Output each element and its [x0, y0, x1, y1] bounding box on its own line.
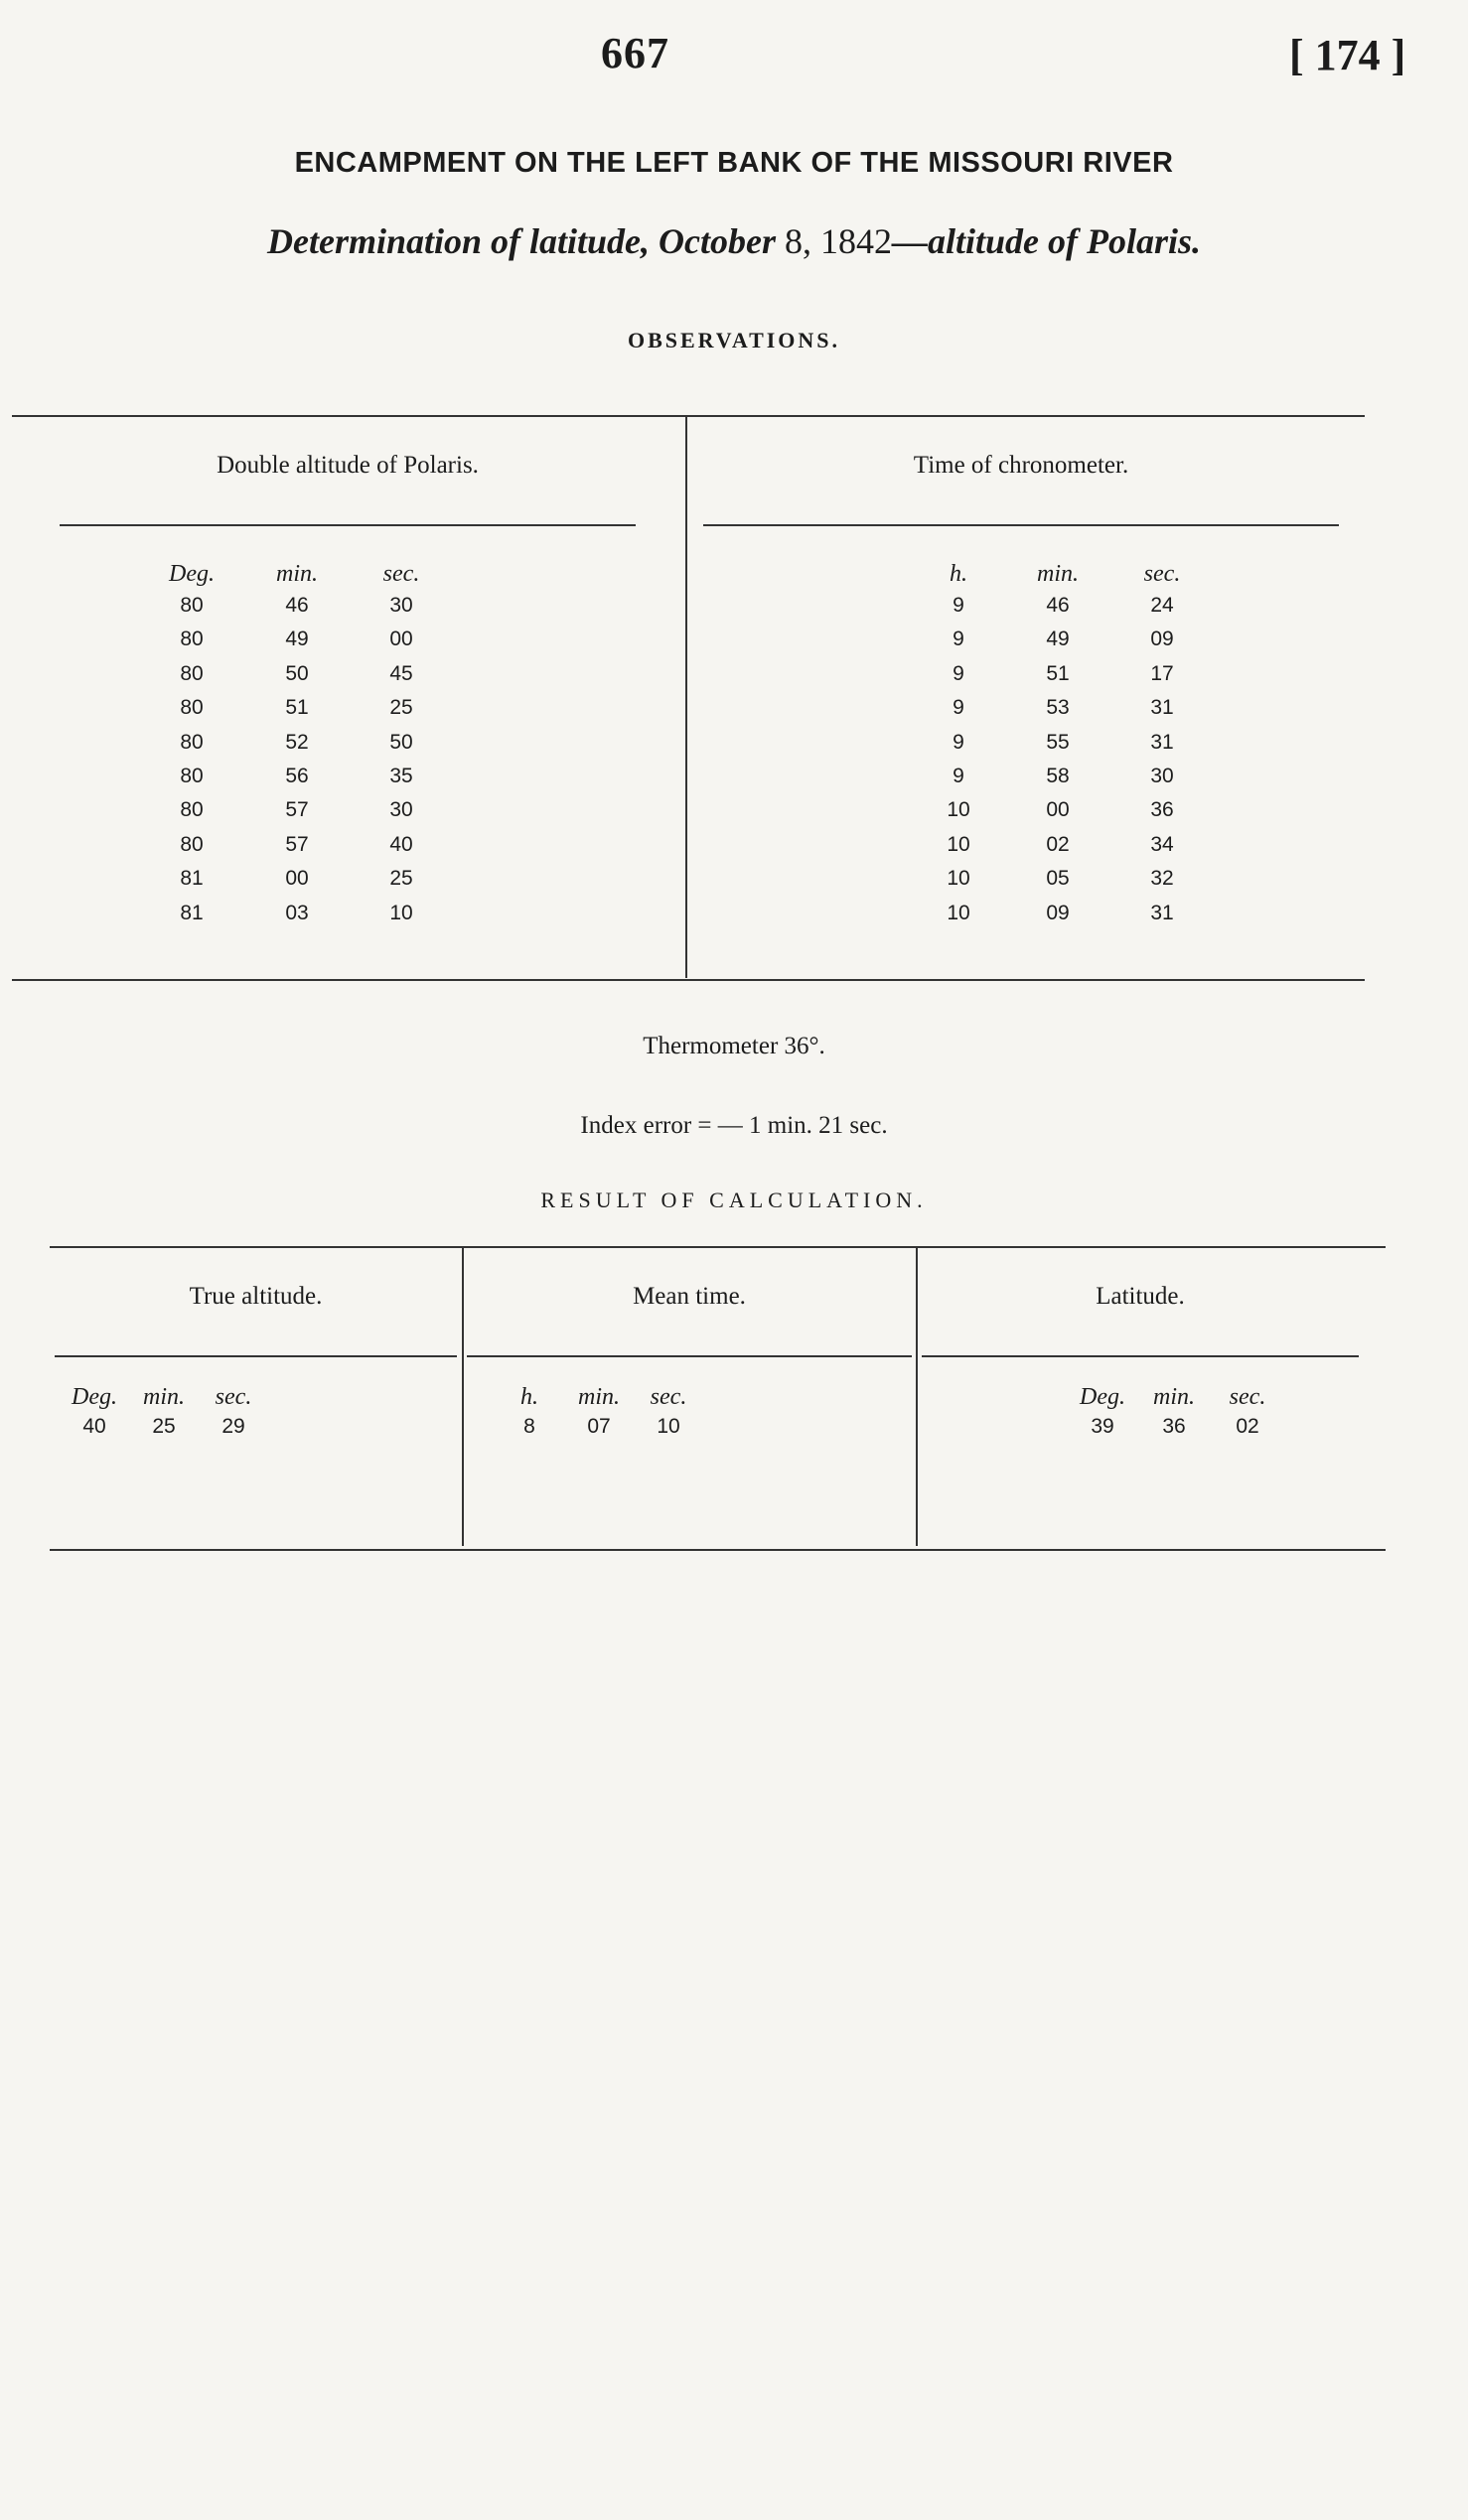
mean-time-min: 07 [587, 1415, 611, 1438]
cell-chron-sec: 32 [1150, 867, 1174, 891]
cell-deg: 80 [180, 594, 204, 617]
cell-deg: 80 [180, 832, 204, 856]
cell-sec: 45 [389, 661, 413, 685]
cell-chron-sec: 31 [1150, 730, 1174, 754]
cell-sec: 30 [389, 798, 413, 822]
cell-sec: 35 [389, 764, 413, 787]
cell-hour: 9 [953, 594, 964, 617]
table-row [0, 793, 1468, 827]
unit-sec: sec. [650, 1384, 687, 1410]
observation-rows [0, 589, 1468, 930]
mean-time-sec: 10 [657, 1415, 680, 1438]
cell-hour: 9 [953, 696, 964, 720]
cell-hour: 10 [947, 867, 970, 891]
cell-hour: 10 [947, 798, 970, 822]
cell-sec: 40 [389, 832, 413, 856]
cell-chron-sec: 30 [1150, 764, 1174, 787]
cell-chron-sec: 09 [1150, 628, 1174, 651]
cell-chron-sec: 17 [1150, 661, 1174, 685]
cell-hour: 10 [947, 832, 970, 856]
column-header-mean-time: Mean time. [633, 1283, 746, 1310]
cell-chron-min: 09 [1046, 901, 1070, 924]
cell-chron-sec: 31 [1150, 696, 1174, 720]
cell-chron-min: 49 [1046, 628, 1070, 651]
table-row [0, 897, 1468, 930]
cell-sec: 10 [389, 901, 413, 924]
unit-hour: h. [520, 1384, 538, 1410]
unit-sec: sec. [1229, 1384, 1266, 1410]
unit-deg: Deg. [1080, 1384, 1125, 1410]
result-divider-1 [462, 1248, 464, 1546]
unit-min: min. [578, 1384, 620, 1410]
cell-min: 57 [285, 798, 309, 822]
result-bottom-rule [50, 1549, 1386, 1551]
latitude-min: 36 [1162, 1415, 1186, 1438]
table-row [0, 657, 1468, 691]
cell-min: 51 [285, 696, 309, 720]
cell-min: 57 [285, 832, 309, 856]
cell-sec: 30 [389, 594, 413, 617]
result-header-rule-3 [922, 1355, 1359, 1357]
cell-chron-sec: 31 [1150, 901, 1174, 924]
cell-min: 56 [285, 764, 309, 787]
cell-chron-min: 46 [1046, 594, 1070, 617]
result-header-rule-2 [467, 1355, 912, 1357]
cell-chron-min: 55 [1046, 730, 1070, 754]
unit-min: min. [276, 561, 318, 587]
column-header-chronometer: Time of chronometer. [913, 452, 1129, 479]
table-top-rule [12, 415, 1365, 417]
unit-min: min. [1153, 1384, 1195, 1410]
result-top-rule [50, 1246, 1386, 1248]
cell-sec: 00 [389, 628, 413, 651]
cell-chron-min: 53 [1046, 696, 1070, 720]
latitude-deg: 39 [1091, 1415, 1114, 1438]
unit-deg: Deg. [72, 1384, 117, 1410]
cell-chron-min: 58 [1046, 764, 1070, 787]
unit-sec: sec. [215, 1384, 252, 1410]
subtitle-tail: —altitude of Polaris. [891, 221, 1201, 261]
header-rule-left [60, 524, 636, 526]
table-row [0, 760, 1468, 793]
latitude-sec: 02 [1236, 1415, 1259, 1438]
cell-min: 00 [285, 867, 309, 891]
mean-time-hour: 8 [523, 1415, 535, 1438]
observations-heading: OBSERVATIONS. [627, 328, 841, 352]
cell-chron-min: 02 [1046, 832, 1070, 856]
page-subtitle [0, 220, 1468, 262]
cell-min: 03 [285, 901, 309, 924]
table-row [0, 589, 1468, 623]
header-rule-right [703, 524, 1339, 526]
cell-chron-min: 51 [1046, 661, 1070, 685]
table-row [0, 623, 1468, 656]
cell-hour: 10 [947, 901, 970, 924]
result-header-rule-1 [55, 1355, 457, 1357]
cell-deg: 80 [180, 628, 204, 651]
cell-hour: 9 [953, 764, 964, 787]
page-number: 667 [601, 29, 669, 77]
index-error-note: Index error = — 1 min. 21 sec. [580, 1112, 888, 1139]
cell-deg: 80 [180, 798, 204, 822]
original-page-number: [ 174 ] [1289, 31, 1406, 79]
cell-deg: 80 [180, 730, 204, 754]
cell-chron-sec: 24 [1150, 594, 1174, 617]
cell-sec: 25 [389, 696, 413, 720]
cell-chron-sec: 36 [1150, 798, 1174, 822]
cell-chron-min: 00 [1046, 798, 1070, 822]
cell-deg: 81 [180, 867, 204, 891]
cell-min: 49 [285, 628, 309, 651]
true-altitude-min: 25 [152, 1415, 176, 1438]
cell-sec: 25 [389, 867, 413, 891]
cell-hour: 9 [953, 628, 964, 651]
table-bottom-rule [12, 979, 1365, 981]
cell-chron-min: 05 [1046, 867, 1070, 891]
column-header-true-altitude: True altitude. [189, 1283, 323, 1310]
column-header-altitude: Double altitude of Polaris. [217, 452, 479, 479]
unit-deg: Deg. [169, 561, 215, 587]
table-row [0, 691, 1468, 725]
cell-deg: 80 [180, 696, 204, 720]
unit-chron-sec: sec. [1143, 561, 1181, 587]
cell-deg: 81 [180, 901, 204, 924]
page-title: ENCAMPMENT ON THE LEFT BANK OF THE MISSOURI RIVER [294, 147, 1174, 179]
true-altitude-deg: 40 [82, 1415, 106, 1438]
cell-hour: 9 [953, 730, 964, 754]
column-header-latitude: Latitude. [1096, 1283, 1185, 1310]
result-heading: RESULT OF CALCULATION. [540, 1188, 928, 1212]
subtitle-lead: Determination of latitude, October [267, 221, 776, 261]
subtitle-date: 8, 1842 [784, 221, 892, 261]
unit-chron-min: min. [1037, 561, 1079, 587]
table-row [0, 726, 1468, 760]
cell-deg: 80 [180, 661, 204, 685]
table-row [0, 828, 1468, 862]
unit-hour: h. [950, 561, 967, 587]
true-altitude-sec: 29 [221, 1415, 245, 1438]
cell-min: 50 [285, 661, 309, 685]
thermometer-note: Thermometer 36°. [643, 1033, 825, 1059]
cell-chron-sec: 34 [1150, 832, 1174, 856]
unit-sec: sec. [382, 561, 420, 587]
cell-sec: 50 [389, 730, 413, 754]
cell-min: 52 [285, 730, 309, 754]
cell-min: 46 [285, 594, 309, 617]
cell-deg: 80 [180, 764, 204, 787]
cell-hour: 9 [953, 661, 964, 685]
unit-min: min. [143, 1384, 185, 1410]
table-row [0, 862, 1468, 896]
result-divider-2 [916, 1248, 918, 1546]
